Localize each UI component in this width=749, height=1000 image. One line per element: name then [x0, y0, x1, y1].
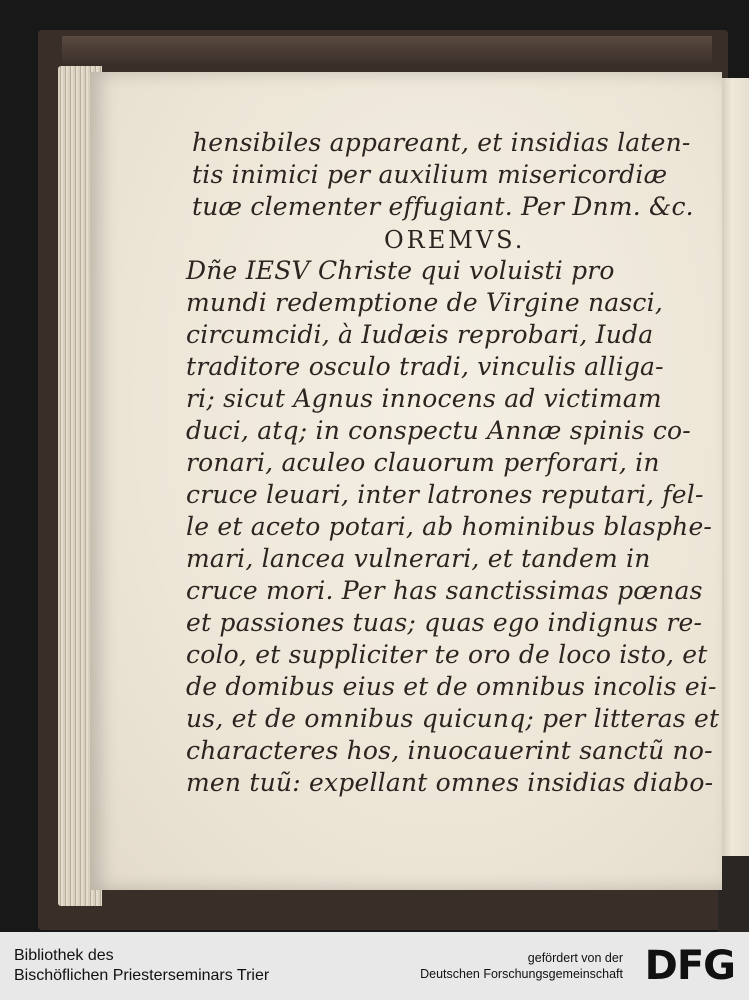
text-line: Dñe IESV Christe qui voluisti pro [186, 256, 615, 285]
book-cover-top-edge [62, 36, 712, 64]
text-line: hensibiles appareant, et insidias laten- [192, 128, 691, 157]
facing-page-edge [720, 78, 749, 858]
library-name-line2: Bischöflichen Priesterseminars Trier [14, 967, 270, 984]
text-line: us, et de omnibus quicunq; per litteras et [186, 704, 720, 733]
funder-line1: gefördert von der [527, 951, 623, 965]
text-line: duci, atq; in conspectu Annæ spinis co- [186, 416, 691, 445]
text-line: mari, lancea vulnerari, et tandem in [186, 544, 651, 573]
text-line: de domibus eius et de omnibus incolis ei- [186, 672, 717, 701]
binding-shadow [718, 856, 749, 932]
text-line: traditore osculo tradi, vinculis alliga- [186, 352, 664, 381]
library-credit [14, 946, 269, 986]
text-line: et passiones tuas; quas ego indignus re- [186, 608, 703, 637]
funder-line2: Deutschen Forschungsgemeinschaft [420, 967, 623, 981]
text-line: cruce leuari, inter latrones reputari, fel- [186, 480, 704, 509]
text-line: characteres hos, inuocauerint sanctũ no- [186, 736, 713, 765]
library-name-line1: Bibliothek des [14, 947, 114, 964]
text-line: colo, et suppliciter te oro de loco isto, et [186, 640, 708, 669]
footer-bar [0, 932, 749, 1000]
text-line: circumcidi, à Iudæis reprobari, Iuda [186, 320, 654, 349]
text-line: ri; sicut Agnus innocens ad victimam [186, 384, 662, 413]
funder-credit [420, 950, 623, 982]
dfg-logo: DFG [644, 943, 735, 989]
text-line: cruce mori. Per has sanctissimas pœnas [186, 576, 703, 605]
text-line: mundi redemptione de Virgine nasci, [186, 288, 663, 317]
text-line: ronari, aculeo clauorum perforari, in [186, 448, 660, 477]
section-heading: OREMVS. [384, 226, 526, 254]
text-line: tis inimici per auxilium misericordiæ [192, 160, 668, 189]
text-line: men tuũ: expellant omnes insidias diabo- [186, 768, 714, 797]
text-line: le et aceto potari, ab hominibus blasphe- [186, 512, 713, 541]
text-line: tuæ clementer effugiant. Per Dnm. &c. [192, 192, 694, 221]
